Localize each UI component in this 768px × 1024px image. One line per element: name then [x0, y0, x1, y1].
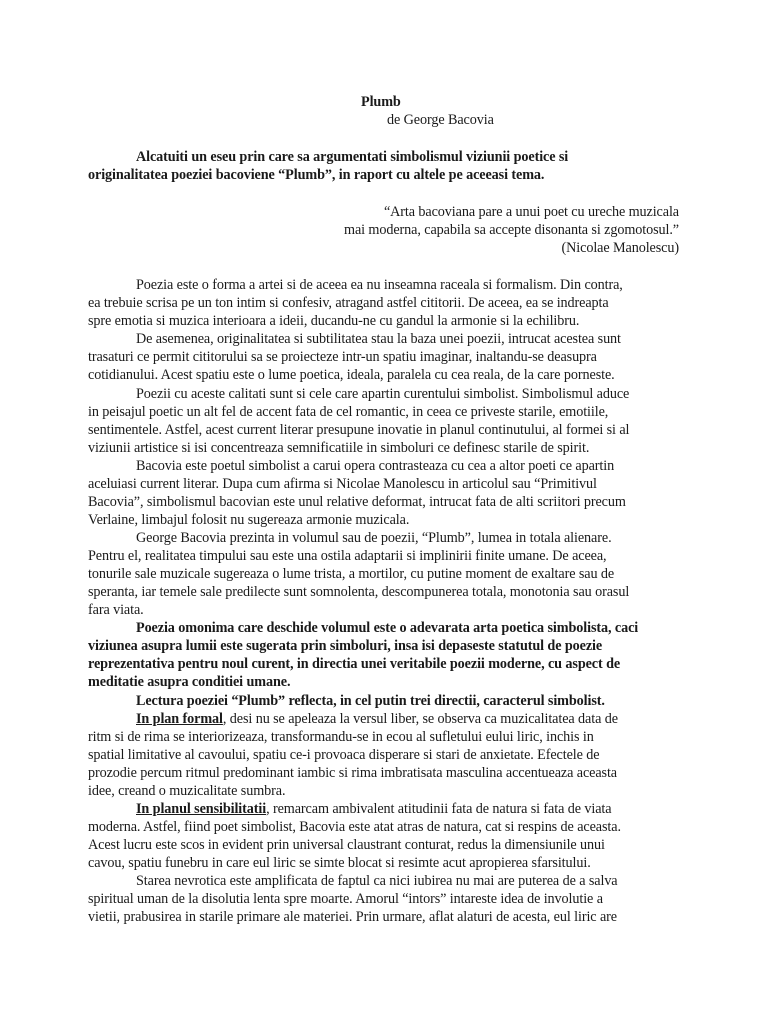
document-author: de George Bacovia: [387, 112, 494, 128]
document-title: Plumb: [361, 94, 401, 110]
paragraph-line: aceluiasi current literar. Dupa cum afirma si Nicolae Manolescu in articolul sau “Primitivul: [88, 476, 597, 492]
task-line: originalitatea poeziei bacoviene “Plumb”, in raport cu altele pe aceeasi tema.: [88, 167, 545, 183]
paragraph-text: , desi nu se apeleaza la versul liber, se observa ca muzicalitatea data de: [222, 711, 618, 727]
epigraph-attribution: (Nicolae Manolescu): [561, 240, 679, 256]
paragraph-line: Bacovia”, simbolismul bacovian este unul relative deformat, intrucat fata de alti scriitori precum: [88, 494, 626, 510]
epigraph-line: mai moderna, capabila sa accepte disonanta si zgomotosul.”: [344, 222, 679, 238]
paragraph-line: spatial limitative al cavoului, spatiu ce-i provoaca disperare si stari de anxietate. Efectele de: [88, 747, 600, 763]
paragraph-text: , remarcam ambivalent atitudinii fata de natura si fata de viata: [266, 801, 612, 817]
paragraph-line: Poezii cu aceste calitati sunt si cele care apartin curentului simbolist. Simbolismul aduce: [136, 386, 630, 402]
paragraph-line: [136, 710, 618, 728]
paragraph-line: ea trebuie scrisa pe un ton intim si confesiv, atragand astfel cititorii. De aceea, ea se indreapta: [88, 295, 609, 311]
paragraph-line: George Bacovia prezinta in volumul sau de poezii, “Plumb”, lumea in totala alienare.: [136, 530, 612, 546]
paragraph-line: Poezia omonima care deschide volumul este o adevarata arta poetica simbolista, caci: [136, 620, 639, 636]
paragraph-line: in peisajul poetic un alt fel de accent fata de cel romantic, in ceea ce priveste starile, emotiile,: [88, 404, 609, 420]
paragraph-line: spiritual uman de la disolutia lenta spre moarte. Amorul “intors” intareste idea de involutie a: [88, 891, 603, 907]
paragraph-line: Acest lucru este scos in evident prin universal claustrant conturat, redus la dimensiunile unui: [88, 837, 605, 853]
paragraph-line: moderna. Astfel, fiind poet simbolist, Bacovia este atat atras de natura, cat si respins de aceasta.: [88, 819, 621, 835]
paragraph-line: fara viata.: [88, 602, 144, 618]
section-lead: In plan formal: [136, 711, 223, 727]
epigraph-line: “Arta bacoviana pare a unui poet cu ureche muzicala: [383, 204, 679, 220]
paragraph-line: speranta, iar temele sale predilecte sunt somnolenta, descompunerea totala, monotonia sau orasul: [88, 584, 630, 600]
paragraph-line: sentimentele. Astfel, acest current literar presupune inovatie in planul continutului, al formei si al: [88, 422, 630, 438]
paragraph-line: Poezia este o forma a artei si de aceea ea nu inseamna raceala si formalism. Din contra,: [136, 277, 623, 293]
paragraph-line: meditatie asupra conditiei umane.: [88, 674, 291, 690]
paragraph-line: viziunii artistice si isi concentreaza semnificatiile in simboluri ce definesc starile de spirit.: [88, 440, 590, 456]
paragraph-line: cavou, spatiu funebru in care eul liric se simte blocat si resimte acut apropierea sfarsitului.: [88, 855, 591, 871]
paragraph-line: [136, 800, 611, 818]
paragraph-line: vietii, prabusirea in starile primare ale materiei. Prin urmare, aflat alaturi de acesta, eul liric are: [88, 909, 617, 925]
paragraph-line: cotidianului. Acest spatiu este o lume poetica, ideala, paralela cu cea reala, de la care porneste.: [88, 367, 615, 383]
paragraph-line: trasaturi ce permit cititorului sa se proiecteze intr-un spatiu imaginar, inaltandu-se deasupra: [88, 349, 597, 365]
paragraph-line: spre emotia si muzica interioara a ideii, ducandu-ne cu gandul la armonie si la echilibru.: [88, 313, 580, 329]
paragraph-line: De asemenea, originalitatea si subtilitatea stau la baza unei poezii, intrucat acestea sunt: [136, 331, 621, 347]
paragraph-line: ritm si de rima se interiorizeaza, transformandu-se in ecou al sufletului eului liric, inchis in: [88, 729, 594, 745]
paragraph-line: prozodie percum ritmul predominant iambic si rima imbratisata masculina accentueaza aceasta: [88, 765, 618, 781]
paragraph-line: Verlaine, limbajul folosit nu sugereaza armonie muzicala.: [88, 512, 410, 528]
paragraph-line: tonurile sale muzicale sugereaza o lume trista, a mortilor, cu putine moment de exaltare sau de: [88, 566, 615, 582]
paragraph-line: reprezentativa pentru noul curent, in directia unei veritabile poezii moderne, cu aspect de: [88, 656, 621, 672]
paragraph-line: Bacovia este poetul simbolist a carui opera contrasteaza cu cea a altor poeti ce apartin: [136, 458, 615, 474]
paragraph-line: Starea nevrotica este amplificata de faptul ca nici iubirea nu mai are puterea de a salva: [136, 873, 618, 889]
paragraph-line: viziunea asupra lumii este sugerata prin simboluri, insa isi depaseste statutul de poezie: [88, 638, 603, 654]
paragraph-line: Pentru el, realitatea timpului sau este una ostila adaptarii si implinirii finite umane. De aceea,: [88, 548, 607, 564]
task-line: Alcatuiti un eseu prin care sa argumentati simbolismul viziunii poetice si: [136, 149, 569, 165]
paragraph-line: idee, creand o muzicalitate sumbra.: [88, 783, 286, 799]
paragraph-line: Lectura poeziei “Plumb” reflecta, in cel putin trei directii, caracterul simbolist.: [136, 693, 605, 709]
section-lead: In planul sensibilitatii: [136, 801, 267, 817]
